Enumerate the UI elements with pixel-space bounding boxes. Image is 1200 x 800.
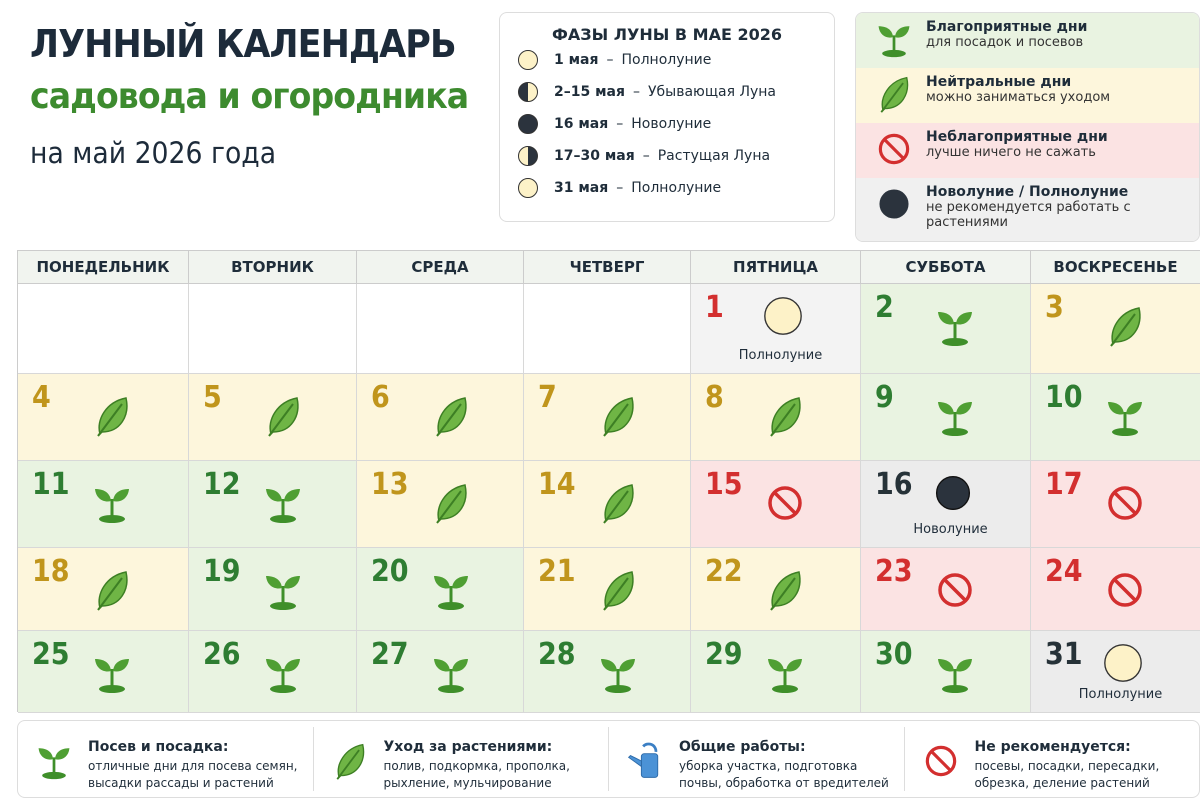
day-number: 28 bbox=[538, 637, 576, 672]
no-sign-icon bbox=[933, 568, 977, 612]
activity-legend-item bbox=[18, 727, 314, 791]
moon-phase-sep: – bbox=[632, 84, 640, 100]
leaf-icon bbox=[596, 481, 640, 525]
sprout-icon bbox=[90, 651, 134, 695]
day-cell bbox=[691, 631, 861, 713]
sprout-icon bbox=[1103, 394, 1147, 438]
full-moon-icon bbox=[1103, 643, 1143, 683]
moon-phases-title: ФАЗЫ ЛУНЫ В МАЕ 2026 bbox=[551, 25, 783, 44]
activity-desc: посевы, посадки, пересадки, bbox=[974, 759, 1160, 773]
activity-text bbox=[88, 739, 297, 791]
activity-desc: рыхление, мульчирование bbox=[383, 776, 552, 790]
empty-cell bbox=[189, 284, 357, 374]
legend-item-moon bbox=[856, 178, 1199, 242]
moon-phase-name: Убывающая Луна bbox=[647, 84, 777, 100]
day-cell bbox=[189, 461, 357, 548]
moon-phase-date: 16 мая bbox=[554, 116, 609, 132]
weekday-header: СРЕДА bbox=[357, 251, 524, 284]
title-line1: ЛУННЫЙ КАЛЕНДАРЬ bbox=[30, 22, 456, 66]
day-number: 22 bbox=[705, 554, 743, 589]
day-cell bbox=[691, 461, 861, 548]
day-number: 17 bbox=[1045, 467, 1083, 502]
moon-phase-sep: – bbox=[616, 116, 624, 132]
day-cell bbox=[189, 631, 357, 713]
day-cell bbox=[524, 631, 691, 713]
moon-phase-date: 1 мая bbox=[554, 52, 599, 68]
activity-title: Не рекомендуется: bbox=[974, 739, 1131, 755]
moon-phase-item bbox=[500, 76, 834, 108]
sprout-icon bbox=[933, 651, 977, 695]
leaf-icon bbox=[596, 568, 640, 612]
leaf-icon bbox=[1103, 304, 1147, 348]
moon-phase-sep: – bbox=[616, 180, 624, 196]
moon-phase-sep: – bbox=[642, 148, 650, 164]
activity-title: Общие работы: bbox=[679, 739, 806, 755]
day-cell bbox=[861, 548, 1031, 631]
leaf-icon bbox=[874, 74, 914, 114]
legend-title: Благоприятные дни bbox=[926, 19, 1088, 35]
activity-text bbox=[679, 739, 889, 791]
activity-text bbox=[975, 739, 1160, 791]
day-number: 8 bbox=[705, 380, 724, 415]
day-number: 31 bbox=[1045, 637, 1083, 672]
moon-phase-name: Растущая Луна bbox=[657, 148, 771, 164]
day-number: 15 bbox=[705, 467, 743, 502]
day-number: 23 bbox=[875, 554, 913, 589]
sprout-icon bbox=[763, 651, 807, 695]
leaf-icon bbox=[763, 568, 807, 612]
leaf-icon bbox=[763, 394, 807, 438]
moon-phases-panel bbox=[499, 12, 835, 222]
calendar-grid bbox=[17, 250, 1200, 712]
activity-desc: отличные дни для посева семян, bbox=[88, 759, 298, 773]
activity-desc: полив, подкормка, прополка, bbox=[383, 759, 570, 773]
moon-phase-name: Новолуние bbox=[631, 116, 712, 132]
full-moon-icon bbox=[518, 50, 538, 70]
legend-text bbox=[926, 19, 1087, 50]
day-cell bbox=[524, 548, 691, 631]
day-cell bbox=[1031, 631, 1200, 713]
day-label: Полнолуние bbox=[1078, 687, 1163, 702]
day-number: 14 bbox=[538, 467, 576, 502]
new-moon-icon bbox=[518, 114, 538, 134]
day-number: 4 bbox=[32, 380, 51, 415]
activity-desc: обрезка, деление растений bbox=[974, 776, 1150, 790]
sprout-icon bbox=[429, 568, 473, 612]
moon-phase-item bbox=[500, 44, 834, 76]
day-cell bbox=[357, 461, 524, 548]
day-number: 13 bbox=[371, 467, 409, 502]
no-sign-icon bbox=[1103, 568, 1147, 612]
moon-phase-name: Полнолуние bbox=[631, 180, 722, 196]
day-number: 16 bbox=[875, 467, 913, 502]
legend-text bbox=[926, 74, 1110, 105]
moon-phase-date: 31 мая bbox=[554, 180, 609, 196]
sprout-icon bbox=[261, 481, 305, 525]
day-cell bbox=[691, 374, 861, 461]
leaf-icon bbox=[90, 394, 134, 438]
day-number: 18 bbox=[32, 554, 70, 589]
legend-item-good bbox=[856, 13, 1199, 68]
no-sign-icon bbox=[763, 481, 807, 525]
day-cell bbox=[1031, 461, 1200, 548]
title-line2: садовода и огородника bbox=[30, 76, 469, 117]
day-type-legend bbox=[855, 12, 1200, 242]
day-cell bbox=[357, 548, 524, 631]
day-number: 26 bbox=[203, 637, 241, 672]
day-cell bbox=[861, 631, 1031, 713]
watering-can-icon bbox=[625, 739, 665, 783]
sprout-icon bbox=[261, 651, 305, 695]
day-cell bbox=[189, 374, 357, 461]
weekday-header: ПОНЕДЕЛЬНИК bbox=[18, 251, 189, 284]
moon-phase-date: 17–30 мая bbox=[554, 148, 635, 164]
day-number: 10 bbox=[1045, 380, 1083, 415]
waning-moon-icon bbox=[518, 82, 538, 102]
activity-legend-item bbox=[905, 727, 1200, 791]
day-cell bbox=[18, 631, 189, 713]
no-sign-icon bbox=[874, 129, 914, 169]
day-number: 7 bbox=[538, 380, 557, 415]
day-number: 30 bbox=[875, 637, 913, 672]
day-number: 6 bbox=[371, 380, 390, 415]
moon-phase-name: Полнолуние bbox=[621, 52, 712, 68]
legend-title: Нейтральные дни bbox=[926, 74, 1072, 90]
moon-phase-item bbox=[500, 172, 834, 204]
day-cell bbox=[861, 374, 1031, 461]
activity-legend-item bbox=[609, 727, 905, 791]
day-cell bbox=[357, 631, 524, 713]
sprout-icon bbox=[90, 481, 134, 525]
empty-cell bbox=[357, 284, 524, 374]
legend-desc: можно заниматься уходом bbox=[926, 90, 1111, 105]
day-number: 5 bbox=[203, 380, 222, 415]
moon-phase-item bbox=[500, 108, 834, 140]
sprout-icon bbox=[933, 304, 977, 348]
day-number: 21 bbox=[538, 554, 576, 589]
day-number: 29 bbox=[705, 637, 743, 672]
activity-desc: уборка участка, подготовка bbox=[679, 759, 858, 773]
day-cell bbox=[189, 548, 357, 631]
day-number: 3 bbox=[1045, 290, 1064, 325]
sprout-icon bbox=[429, 651, 473, 695]
leaf-icon bbox=[330, 739, 370, 783]
legend-title: Неблагоприятные дни bbox=[926, 129, 1108, 145]
activity-title: Уход за растениями: bbox=[383, 739, 553, 755]
day-cell bbox=[1031, 548, 1200, 631]
legend-text bbox=[926, 129, 1108, 160]
day-cell bbox=[524, 461, 691, 548]
day-cell bbox=[691, 284, 861, 374]
empty-cell bbox=[524, 284, 691, 374]
no-sign-icon bbox=[1103, 481, 1147, 525]
leaf-icon bbox=[90, 568, 134, 612]
day-label: Новолуние bbox=[913, 522, 988, 537]
moon-phase-sep: – bbox=[606, 52, 614, 68]
day-cell bbox=[1031, 284, 1200, 374]
day-number: 20 bbox=[371, 554, 409, 589]
legend-desc: лучше ничего не сажать bbox=[926, 145, 1096, 160]
legend-desc: для посадок и посевов bbox=[926, 35, 1084, 50]
weekday-header: ВОСКРЕСЕНЬЕ bbox=[1031, 251, 1200, 284]
activity-title: Посев и посадка: bbox=[88, 739, 229, 755]
new-moon-icon bbox=[933, 473, 973, 513]
day-cell bbox=[861, 461, 1031, 548]
legend-item-bad bbox=[856, 123, 1199, 178]
day-cell bbox=[691, 548, 861, 631]
legend-title: Новолуние / Полнолуние bbox=[926, 184, 1129, 200]
day-number: 1 bbox=[705, 290, 724, 325]
full-moon-icon bbox=[518, 178, 538, 198]
legend-text bbox=[926, 184, 1136, 230]
moon-icon bbox=[874, 184, 914, 224]
activity-text bbox=[384, 739, 570, 791]
day-number: 27 bbox=[371, 637, 409, 672]
day-number: 11 bbox=[32, 467, 70, 502]
leaf-icon bbox=[596, 394, 640, 438]
moon-phase-item bbox=[500, 140, 834, 172]
day-cell bbox=[1031, 374, 1200, 461]
day-cell bbox=[524, 374, 691, 461]
no-sign-icon bbox=[921, 739, 961, 783]
leaf-icon bbox=[261, 394, 305, 438]
moon-phase-date: 2–15 мая bbox=[554, 84, 625, 100]
waxing-moon-icon bbox=[518, 146, 538, 166]
weekday-header: ВТОРНИК bbox=[189, 251, 357, 284]
title-line3: на май 2026 года bbox=[30, 136, 277, 170]
legend-item-neutral bbox=[856, 68, 1199, 123]
sprout-icon bbox=[261, 568, 305, 612]
weekday-header: СУББОТА bbox=[861, 251, 1031, 284]
day-cell bbox=[861, 284, 1031, 374]
day-label: Полнолуние bbox=[738, 348, 823, 363]
legend-desc: не рекомендуется работать с растениями bbox=[926, 200, 1131, 230]
day-cell bbox=[18, 374, 189, 461]
sprout-icon bbox=[596, 651, 640, 695]
full-moon-icon bbox=[763, 296, 803, 336]
day-number: 25 bbox=[32, 637, 70, 672]
day-number: 19 bbox=[203, 554, 241, 589]
activity-desc: почвы, обработка от вредителей bbox=[679, 776, 889, 790]
weekday-header: ЧЕТВЕРГ bbox=[524, 251, 691, 284]
leaf-icon bbox=[429, 481, 473, 525]
activity-legend-item bbox=[314, 727, 610, 791]
day-number: 24 bbox=[1045, 554, 1083, 589]
day-cell bbox=[357, 374, 524, 461]
sprout-icon bbox=[933, 394, 977, 438]
day-cell bbox=[18, 548, 189, 631]
day-number: 2 bbox=[875, 290, 894, 325]
sprout-icon bbox=[34, 739, 74, 783]
day-cell bbox=[18, 461, 189, 548]
activity-desc: высадки рассады и растений bbox=[88, 776, 274, 790]
day-number: 12 bbox=[203, 467, 241, 502]
activity-legend bbox=[17, 720, 1200, 798]
sprout-icon bbox=[874, 19, 914, 59]
day-number: 9 bbox=[875, 380, 894, 415]
leaf-icon bbox=[429, 394, 473, 438]
empty-cell bbox=[18, 284, 189, 374]
weekday-header: ПЯТНИЦА bbox=[691, 251, 861, 284]
